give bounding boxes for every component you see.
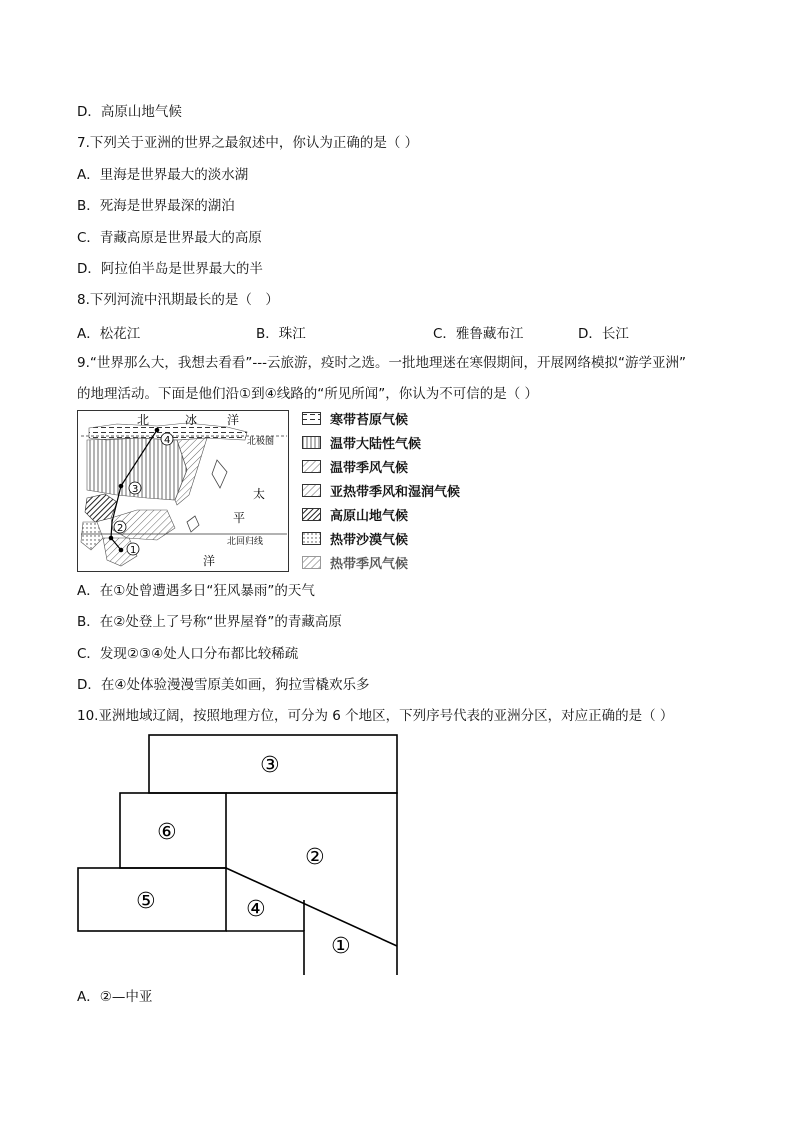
q9-option-d: D．在④处体验漫漫雪原美如画，狗拉雪橇欢乐多 — [77, 677, 370, 693]
q10-option-a: A．②—中亚 — [77, 989, 153, 1005]
q8-stem: 8.下列河流中汛期最长的是（ ） — [77, 292, 279, 308]
map-label-yang1: 洋 — [227, 413, 240, 427]
map-label-bing: 冰 — [185, 413, 198, 427]
q6-option-d: D．高原山地气候 — [77, 104, 182, 120]
q8-option-d: D．长江 — [578, 326, 629, 342]
q9-option-b: B．在②处登上了号称“世界屋脊”的青藏高原 — [77, 614, 342, 630]
q8-options — [0, 322, 794, 340]
q9-option-a: A．在①处曾遭遇多日“狂风暴雨”的天气 — [77, 583, 315, 599]
q7-stem: 7.下列关于亚洲的世界之最叙述中，你认为正确的是（ ） — [77, 135, 419, 151]
region-label-5: ⑤ — [136, 889, 156, 914]
map-label-ping: 平 — [233, 511, 246, 525]
map-label-yang2: 洋 — [203, 554, 216, 568]
q9-stem-line1: 9.“世界那么大，我想去看看”---云旅游，疫时之选。一批地理迷在寒假期间，开展网络模拟“游学亚洲” — [77, 355, 686, 371]
q9-map — [77, 410, 289, 572]
q7-option-c: C．青藏高原是世界最大的高原 — [77, 230, 262, 246]
map-label-bei: 北 — [137, 413, 150, 427]
q7-option-d: D．阿拉伯半岛是世界最大的半 — [77, 261, 263, 277]
tropic-label: 北回归线 — [227, 537, 264, 547]
q7-option-b: B．死海是世界最深的湖泊 — [77, 198, 235, 214]
q10-region-diagram — [77, 734, 401, 976]
q8-option-c: C．雅鲁藏布江 — [433, 326, 524, 342]
q8-option-a: A．松花江 — [77, 326, 141, 342]
map-label-tai: 太 — [253, 487, 266, 501]
region-label-6: ⑥ — [157, 820, 177, 845]
region-label-1: ① — [331, 934, 351, 959]
q10-stem: 10.亚洲地域辽阔，按照地理方位，可分为 6 个地区，下列序号代表的亚洲分区，对应正确的是（ ） — [77, 708, 674, 724]
q7-option-a: A．里海是世界最大的淡水湖 — [77, 167, 249, 183]
region-label-4: ④ — [246, 897, 266, 922]
arctic-circle-label: 北极圈 — [247, 437, 275, 447]
q8-option-b: B．珠江 — [256, 326, 306, 342]
route-point-1: 1 — [130, 545, 137, 556]
q9-option-c: C．发现②③④处人口分布都比较稀疏 — [77, 646, 299, 662]
region-label-2: ② — [305, 845, 325, 870]
q9-stem-line2: 的地理活动。下面是他们沿①到④线路的“所见所闻”，你认为不可信的是（ ） — [77, 386, 538, 402]
route-point-4: 4 — [164, 435, 171, 446]
route-point-3: 3 — [132, 484, 139, 495]
route-point-2: 2 — [117, 523, 124, 534]
region-label-3: ③ — [260, 753, 280, 778]
